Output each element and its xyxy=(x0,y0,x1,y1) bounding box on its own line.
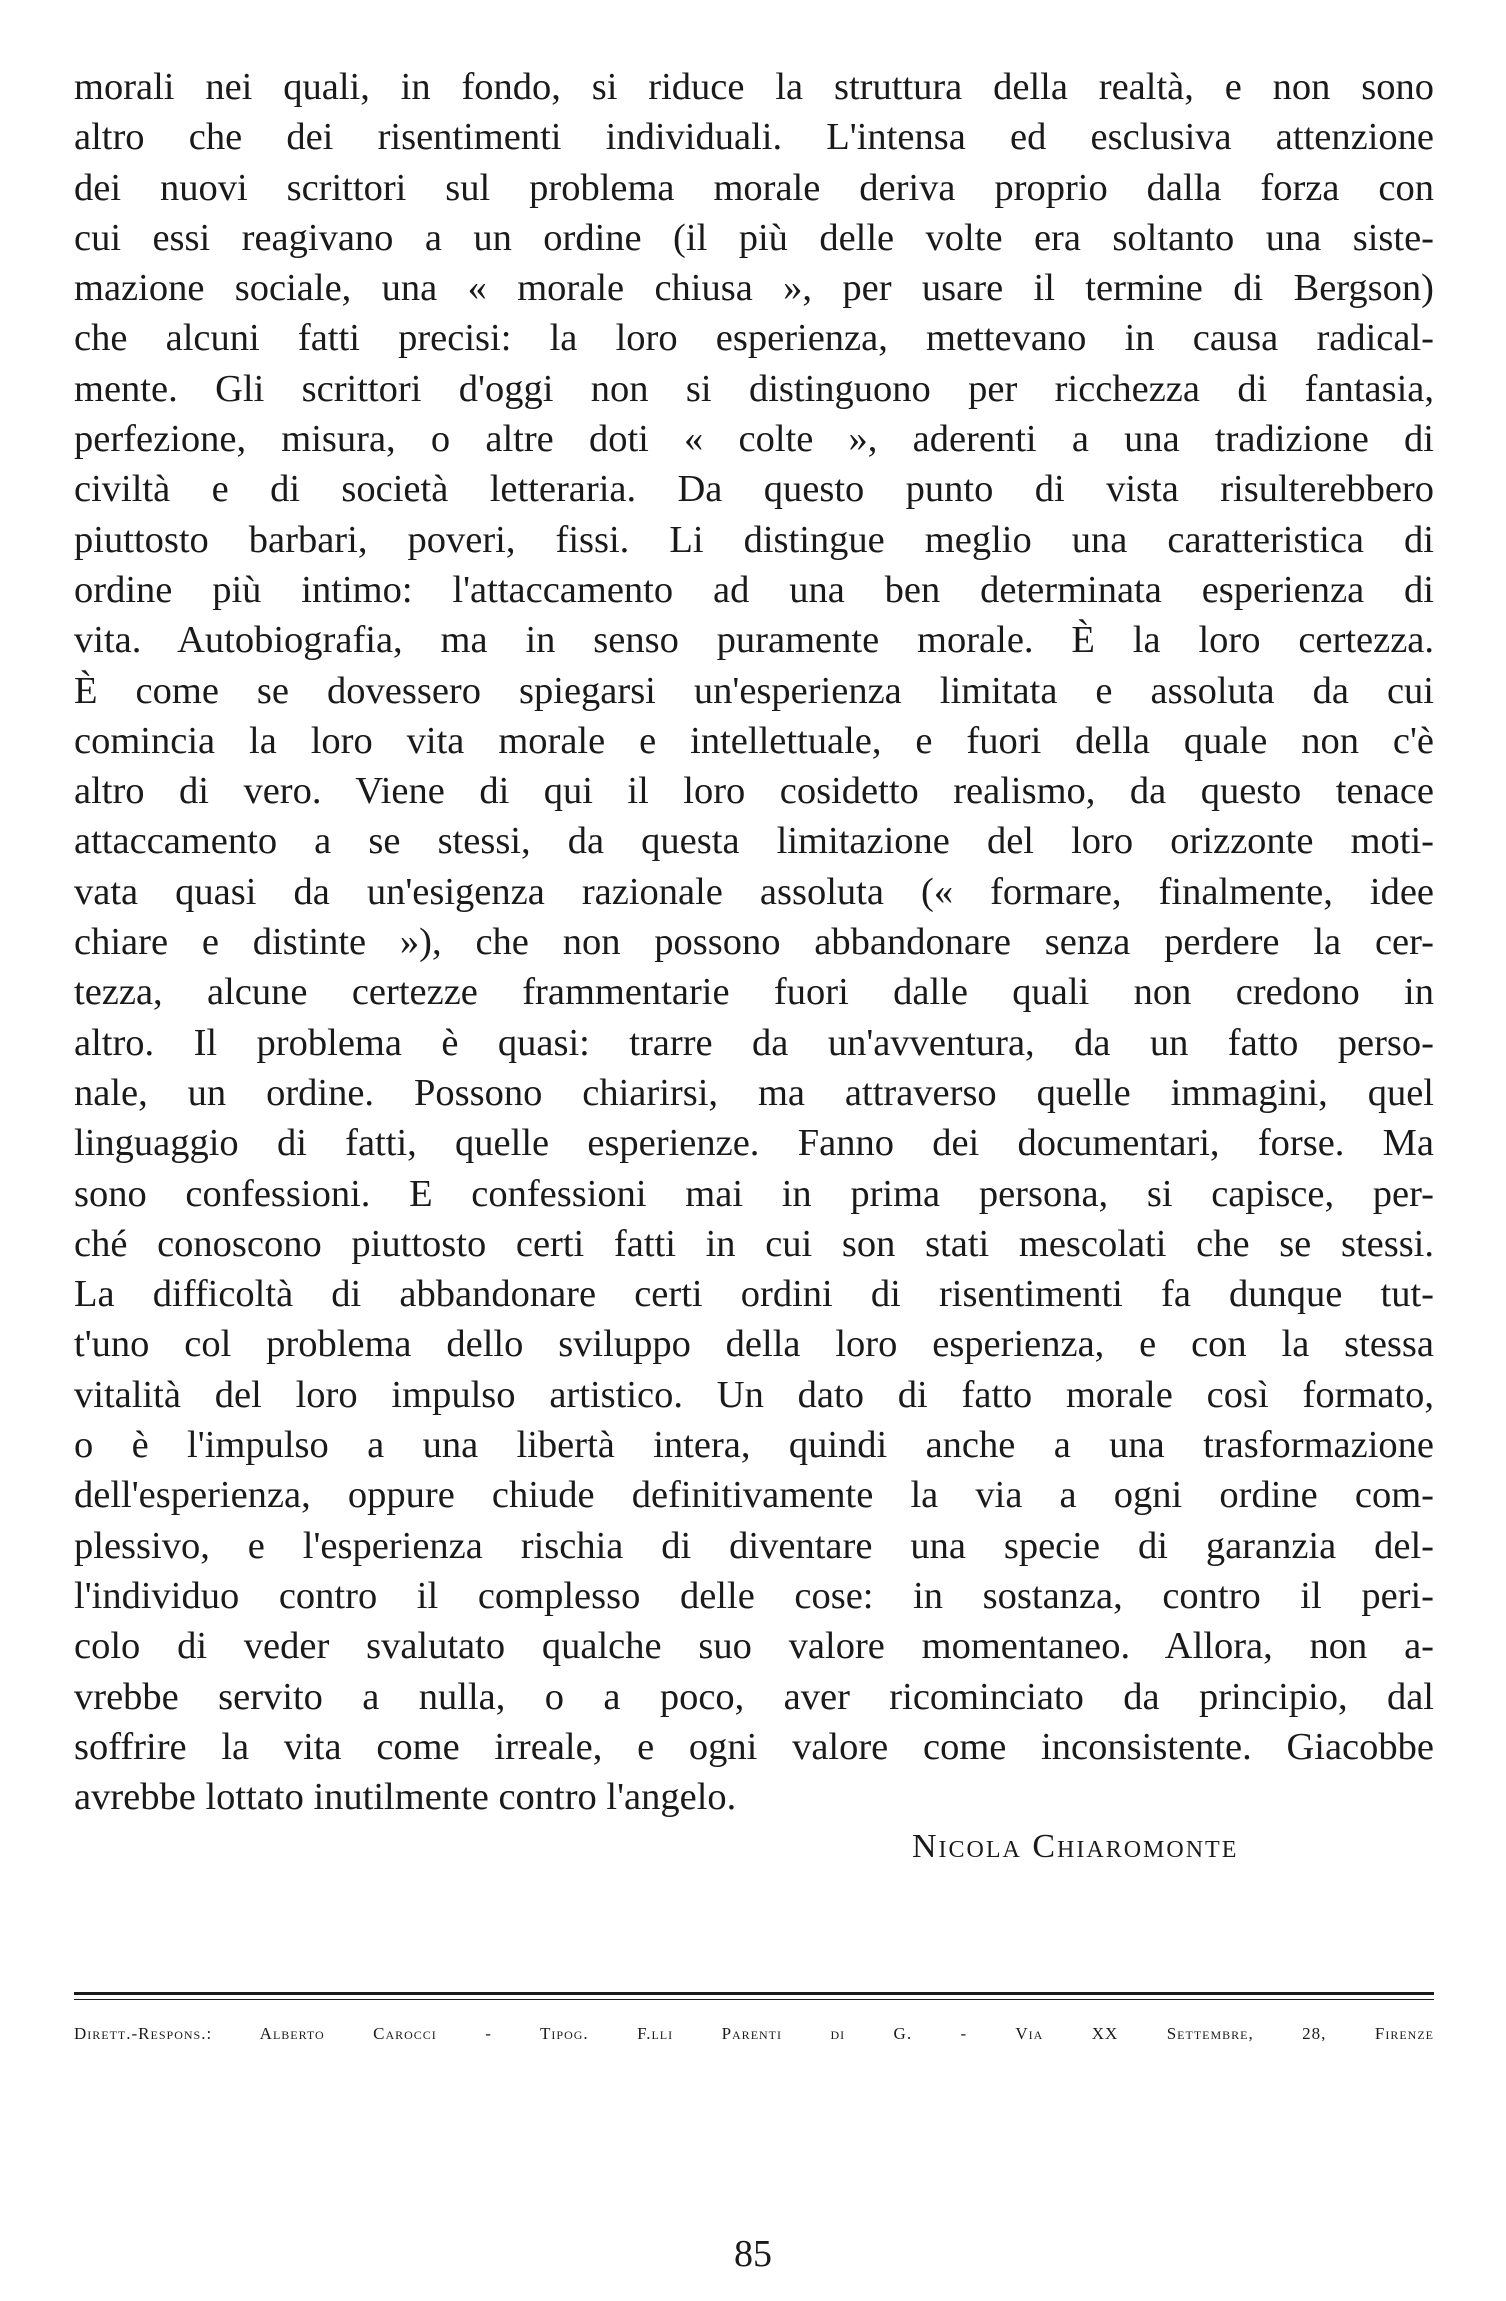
text-line: vrebbe servito a nulla, o a poco, aver ricominciato da principio, dal xyxy=(74,1675,1434,1718)
text-line: che alcuni fatti precisi: la loro esperienza, mettevano in causa radical- xyxy=(74,317,1434,360)
text-line: La difficoltà di abbandonare certi ordini di risentimenti fa dunque tut- xyxy=(74,1273,1434,1316)
text-line: o è l'impulso a una libertà intera, quindi anche a una trasformazione xyxy=(74,1424,1434,1467)
text-line: morali nei quali, in fondo, si riduce la struttura della realtà, e non sono xyxy=(74,66,1434,108)
text-line: cui essi reagivano a un ordine (il più delle volte era soltanto una siste- xyxy=(74,216,1434,259)
text-line: attaccamento a se stessi, da questa limitazione del loro orizzonte moti- xyxy=(74,820,1434,863)
text-line: vitalità del loro impulso artistico. Un dato di fatto morale così formato, xyxy=(74,1373,1434,1416)
page-number: 85 xyxy=(734,2233,772,2275)
text-line: altro di vero. Viene di qui il loro cosidetto realismo, da questo tenace xyxy=(74,770,1434,813)
footer-rule-thin xyxy=(74,1999,1434,2000)
text-line: vata quasi da un'esigenza razionale assoluta (« formare, finalmente, idee xyxy=(74,870,1434,913)
text-line: dei nuovi scrittori sul problema morale deriva proprio dalla forza con xyxy=(74,166,1434,209)
text-line: mente. Gli scrittori d'oggi non si distinguono per ricchezza di fantasia, xyxy=(74,367,1434,410)
text-line: linguaggio di fatti, quelle esperienze. Fanno dei documentari, forse. Ma xyxy=(74,1122,1434,1165)
text-line: altro che dei risentimenti individuali. L'intensa ed esclusiva attenzione xyxy=(74,116,1434,159)
text-line: chiare e distinte »), che non possono abbandonare senza perdere la cer- xyxy=(74,921,1434,964)
text-line: tezza, alcune certezze frammentarie fuori dalle quali non credono in xyxy=(74,971,1434,1014)
author-signature: Nicola Chiaromonte xyxy=(912,1828,1239,1865)
footer-rule xyxy=(74,1992,1434,1995)
publisher-imprint: Dirett.-Respons.: Alberto Carocci - Tipog. F.lli Parenti di G. - Via XX Settembre, 28, Firenze xyxy=(74,2024,1434,2043)
text-line: ordine più intimo: l'attaccamento ad una ben determinata esperienza di xyxy=(74,568,1434,611)
text-line: vita. Autobiografia, ma in senso puramente morale. È la loro certezza. xyxy=(74,619,1434,662)
text-line: plessivo, e l'esperienza rischia di diventare una specie di garanzia del- xyxy=(74,1524,1434,1567)
text-line: È come se dovessero spiegarsi un'esperienza limitata e assoluta da cui xyxy=(74,669,1434,712)
text-line: l'individuo contro il complesso delle cose: in sostanza, contro il peri- xyxy=(74,1574,1434,1617)
text-line: colo di veder svalutato qualche suo valore momentaneo. Allora, non a- xyxy=(74,1625,1434,1668)
text-line: civiltà e di società letteraria. Da questo punto di vista risulterebbero xyxy=(74,468,1434,511)
text-line: dell'esperienza, oppure chiude definitivamente la via a ogni ordine com- xyxy=(74,1474,1434,1517)
text-line: sono confessioni. E confessioni mai in prima persona, si capisce, per- xyxy=(74,1172,1434,1215)
text-line: avrebbe lottato inutilmente contro l'angelo. xyxy=(74,1776,737,1819)
text-line: piuttosto barbari, poveri, fissi. Li distingue meglio una caratteristica di xyxy=(74,518,1434,561)
article-text xyxy=(74,62,1434,1822)
text-line: soffrire la vita come irreale, e ogni valore come inconsistente. Giacobbe xyxy=(74,1725,1434,1768)
text-line: ché conoscono piuttosto certi fatti in cui son stati mescolati che se stessi. xyxy=(74,1222,1434,1265)
text-line: t'uno col problema dello sviluppo della loro esperienza, e con la stessa xyxy=(74,1323,1434,1366)
text-line: comincia la loro vita morale e intellettuale, e fuori della quale non c'è xyxy=(74,719,1434,762)
text-line: perfezione, misura, o altre doti « colte », aderenti a una tradizione di xyxy=(74,418,1434,461)
text-line: mazione sociale, una « morale chiusa », per usare il termine di Bergson) xyxy=(74,267,1434,310)
text-line: nale, un ordine. Possono chiarirsi, ma attraverso quelle immagini, quel xyxy=(74,1071,1434,1114)
text-line: altro. Il problema è quasi: trarre da un'avventura, da un fatto perso- xyxy=(74,1021,1434,1064)
